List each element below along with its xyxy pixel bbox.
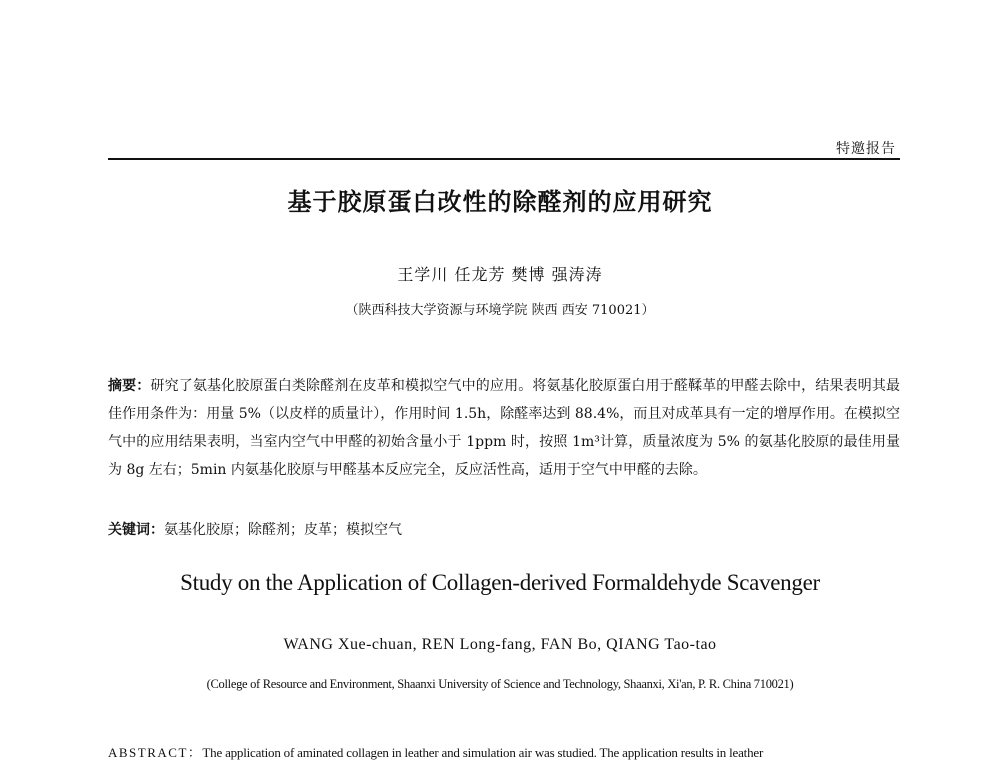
abstract-cn: [108, 372, 900, 484]
keywords-cn: [108, 519, 900, 539]
abstract-en: [108, 742, 900, 761]
keywords-label-cn: 关键词：: [108, 522, 164, 538]
affiliation-en: (College of Resource and Environment, Shaanxi University of Science and Technology, Shaanxi, Xi'an, P. R. China 710021): [206, 677, 794, 691]
header-rule: [108, 158, 900, 160]
section-label: 特邀报告: [836, 141, 896, 157]
abstract-label-en: ABSTRACT：: [108, 745, 203, 760]
paper-title-en: Study on the Application of Collagen-derived Formaldehyde Scavenger: [180, 570, 820, 595]
affiliation-cn: （陕西科技大学资源与环境学院 陕西 西安 710021）: [345, 303, 655, 318]
abstract-label-cn: 摘要：: [108, 378, 151, 394]
authors-en: WANG Xue-chuan, REN Long-fang, FAN Bo, QIANG Tao-tao: [283, 636, 717, 653]
abstract-text-en: The application of aminated collagen in leather and simulation air was studied. The application results in leather: [202, 745, 764, 760]
abstract-text-cn: 研究了氨基化胶原蛋白类除醛剂在皮革和模拟空气中的应用。将氨基化胶原蛋白用于醛鞣革的甲醛去除中，结果表明其最佳作用条件为：用量 5%（以皮样的质量计），作用时间 1.5h，除醛率达到 88.4%，而且对成革具有一定的增厚作用。在模拟空气中的应用结果表明，当室内空气中甲醛的初始含量小于 1ppm 时，按照 1m³计算，质量浓度为 5% 的氨基化胶原的最佳用量为 8g 左右；5min 内氨基化胶原与甲醛基本反应完全，反应活性高，适用于空气中甲醛的去除。: [108, 378, 901, 478]
paper-title-cn: 基于胶原蛋白改性的除醛剂的应用研究: [287, 188, 713, 216]
authors-cn: 王学川 任龙芳 樊博 强涛涛: [397, 265, 603, 284]
keywords-text-cn: 氨基化胶原；除醛剂；皮革；模拟空气: [164, 522, 402, 538]
